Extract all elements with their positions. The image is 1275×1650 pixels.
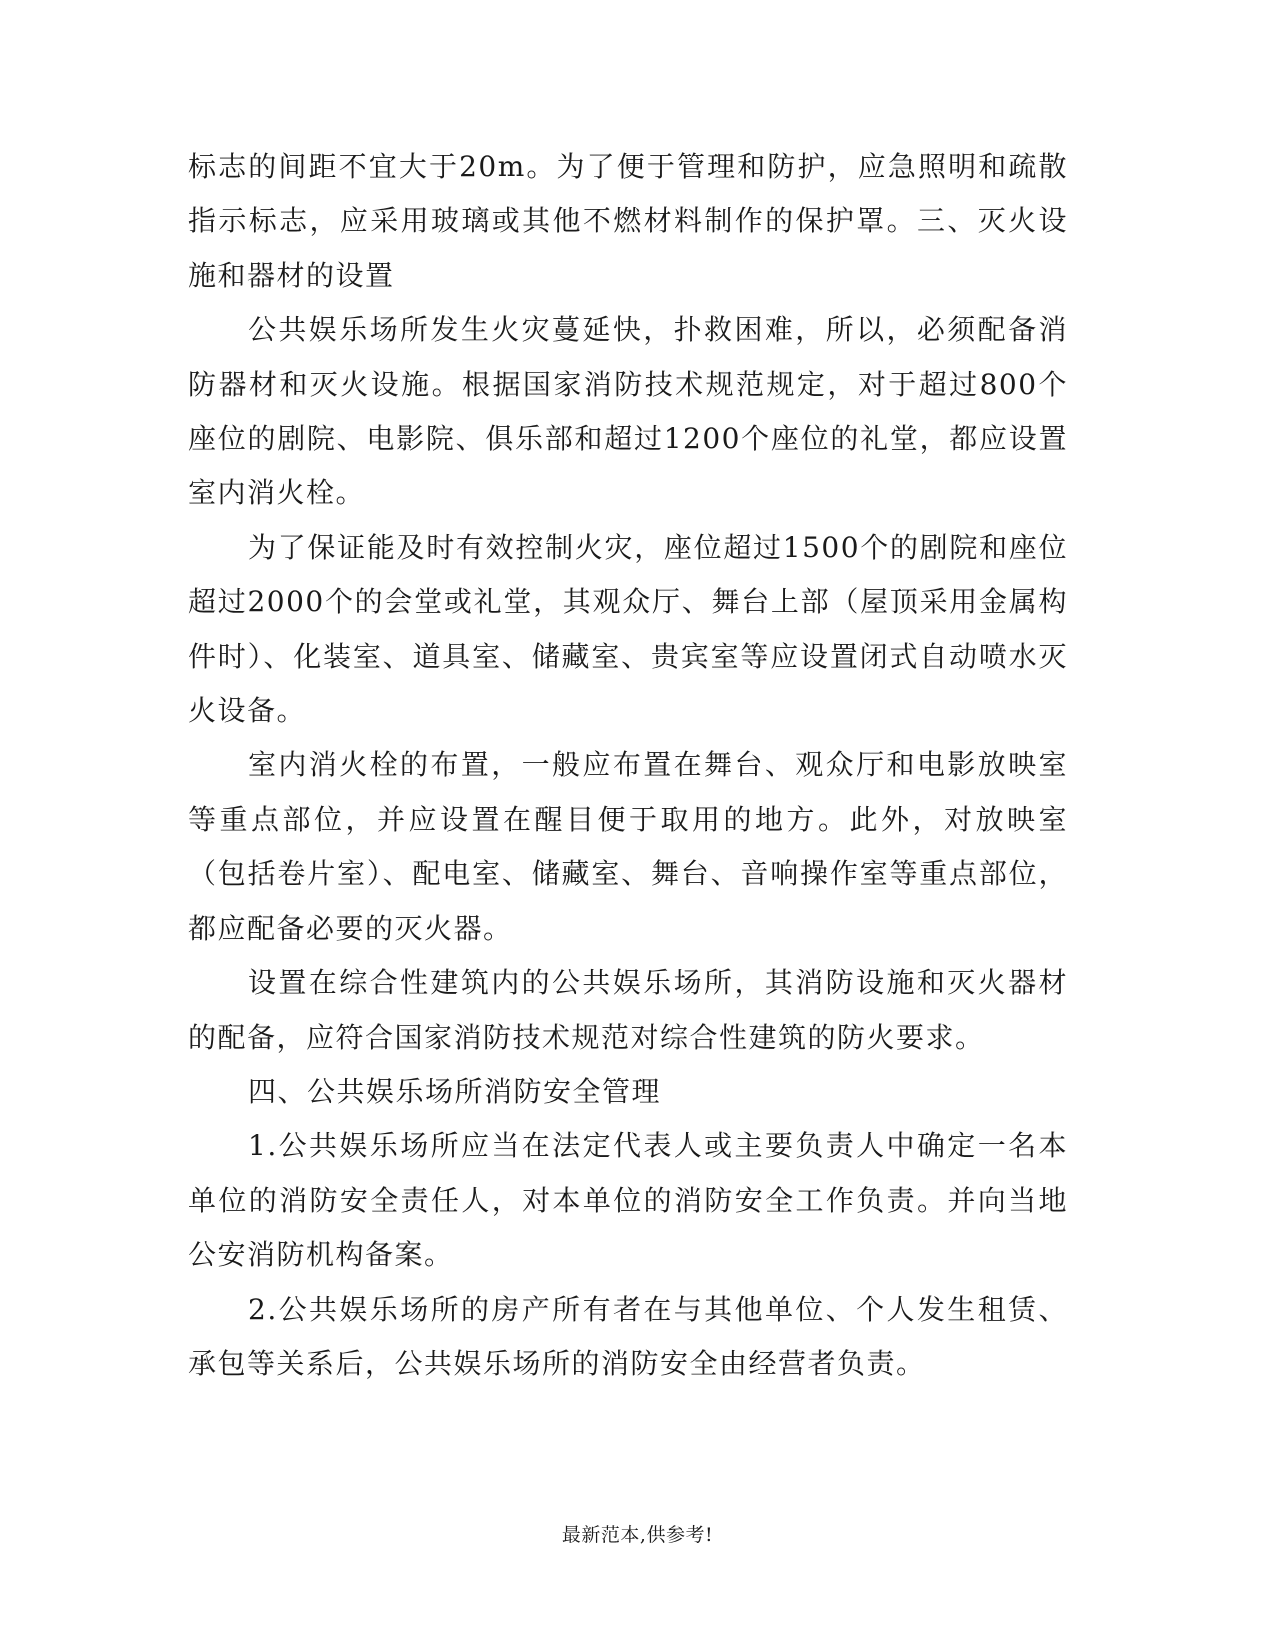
paragraph-equipment-requirement: 公共娱乐场所发生火灾蔓延快，扑救困难，所以，必须配备消防器材和灭火设施。根据国家消防技术规范规定，对于超过800个座位的剧院、电影院、俱乐部和超过1200个座位的礼堂，都应设置室内消火栓。 (188, 313, 1068, 510)
paragraph-hydrant-placement: 室内消火栓的布置，一般应布置在舞台、观众厅和电影放映室等重点部位，并应设置在醒目便于取用的地方。此外，对放映室（包括卷片室）、配电室、储藏室、舞台、音响操作室等重点部位，都应配备必要的灭火器。 (188, 748, 1068, 945)
page-footer: 最新范本,供参考! (561, 1524, 714, 1546)
paragraph-fire-signage-continuation: 标志的间距不宜大于20m。为了便于管理和防护，应急照明和疏散指示标志，应采用玻璃或其他不燃材料制作的保护罩。三、灭火设施和器材的设置 (188, 150, 1068, 292)
list-item-2: 2.公共娱乐场所的房产所有者在与其他单位、个人发生租赁、承包等关系后，公共娱乐场所的消防安全由经营者负责。 (188, 1292, 1068, 1380)
section-heading-safety-management: 四、公共娱乐场所消防安全管理 (248, 1074, 662, 1108)
paragraph-sprinkler-requirement: 为了保证能及时有效控制火灾，座位超过1500个的剧院和座位超过2000个的会堂或礼堂，其观众厅、舞台上部（屋顶采用金属构件时）、化装室、道具室、储藏室、贵宾室等应设置闭式自动喷水灭火设备。 (188, 530, 1068, 728)
paragraph-mixed-use-buildings: 设置在综合性建筑内的公共娱乐场所，其消防设施和灭火器材的配备，应符合国家消防技术规范对综合性建筑的防火要求。 (188, 966, 1068, 1054)
document-body (188, 140, 1068, 1391)
list-item-1: 1.公共娱乐场所应当在法定代表人或主要负责人中确定一名本单位的消防安全责任人，对本单位的消防安全工作负责。并向当地公安消防机构备案。 (188, 1129, 1068, 1272)
